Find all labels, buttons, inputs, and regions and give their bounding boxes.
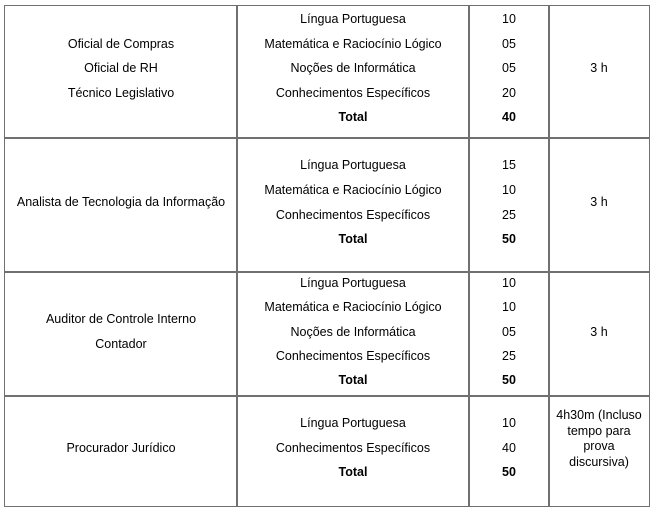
duration: 3 h: [590, 195, 608, 209]
position-name: Contador: [95, 337, 147, 351]
duration: 3 h: [590, 61, 608, 75]
question-count: 10: [502, 183, 516, 197]
question-count: 05: [502, 61, 516, 75]
subject-name: Conhecimentos Específicos: [275, 349, 431, 363]
position-name: Oficial de RH: [84, 61, 158, 75]
total-label: Total: [338, 232, 368, 246]
question-count: 25: [502, 349, 516, 363]
total-label: Total: [338, 373, 368, 387]
subject-name: Noções de Informática: [290, 61, 416, 75]
total-count: 50: [502, 232, 516, 246]
subject-name: Língua Portuguesa: [300, 276, 406, 290]
subject-name: Matemática e Raciocínio Lógico: [264, 183, 442, 197]
total-label: Total: [338, 465, 368, 479]
question-count: 05: [502, 325, 516, 339]
question-count: 25: [502, 208, 516, 222]
position-name: Auditor de Controle Interno: [45, 312, 197, 326]
total-count: 50: [502, 373, 516, 387]
total-label: Total: [338, 110, 368, 124]
duration: 4h30m (Incluso tempo para prova discursiva): [556, 408, 642, 469]
subject-name: Matemática e Raciocínio Lógico: [264, 37, 442, 51]
position-name: Procurador Jurídico: [66, 441, 176, 455]
position-name: Analista de Tecnologia da Informação: [16, 195, 226, 209]
subject-name: Língua Portuguesa: [300, 158, 406, 172]
question-count: 15: [502, 158, 516, 172]
question-count: 40: [502, 441, 516, 455]
question-count: 10: [502, 300, 516, 314]
position-name: Oficial de Compras: [67, 37, 175, 51]
question-count: 10: [502, 276, 516, 290]
subject-name: Conhecimentos Específicos: [275, 86, 431, 100]
subject-name: Conhecimentos Específicos: [275, 441, 431, 455]
subject-name: Língua Portuguesa: [300, 12, 406, 26]
question-count: 10: [502, 416, 516, 430]
subject-name: Língua Portuguesa: [300, 416, 406, 430]
total-count: 40: [502, 110, 516, 124]
question-count: 10: [502, 12, 516, 26]
total-count: 50: [502, 465, 516, 479]
position-name: Técnico Legislativo: [67, 86, 175, 100]
exam-table: [4, 5, 650, 507]
positions-cell: [4, 271, 238, 397]
subject-name: Noções de Informática: [290, 325, 416, 339]
question-count: 05: [502, 37, 516, 51]
subject-name: Matemática e Raciocínio Lógico: [264, 300, 442, 314]
subject-name: Conhecimentos Específicos: [275, 208, 431, 222]
question-count: 20: [502, 86, 516, 100]
duration: 3 h: [590, 325, 608, 339]
